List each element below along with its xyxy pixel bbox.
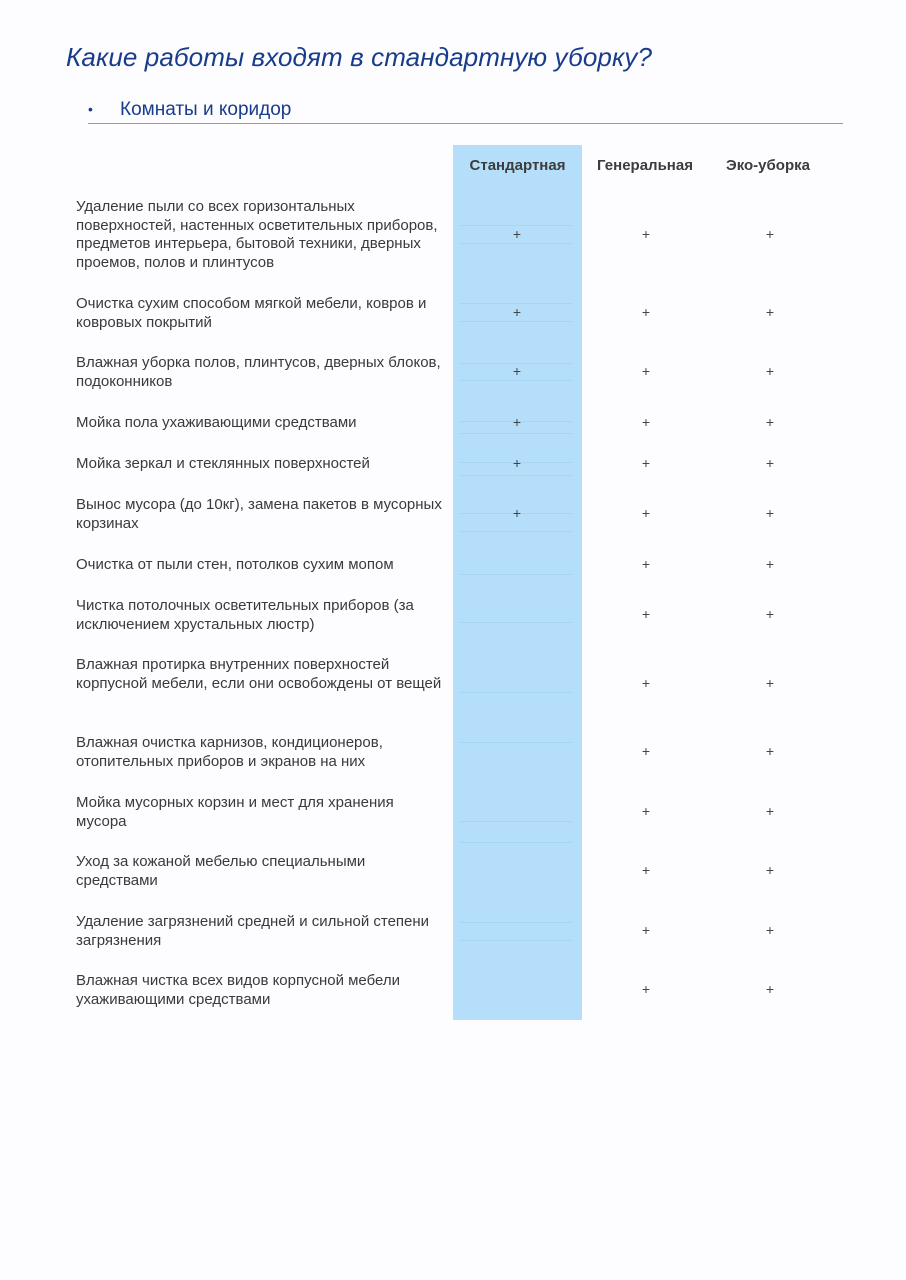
included-mark: + xyxy=(765,606,775,622)
included-mark: + xyxy=(765,862,775,878)
included-mark: + xyxy=(765,505,775,521)
row-separator xyxy=(460,622,572,623)
row-separator xyxy=(460,243,572,244)
included-mark: + xyxy=(765,556,775,572)
column-header-eco: Эко-уборка xyxy=(726,157,810,174)
included-mark: + xyxy=(641,363,651,379)
row-separator xyxy=(460,475,572,476)
page-title: Какие работы входят в стандартную уборку? xyxy=(66,42,653,72)
included-mark: + xyxy=(512,363,522,379)
row-separator xyxy=(460,574,572,575)
included-mark: + xyxy=(641,922,651,938)
row-separator xyxy=(460,940,572,941)
section-heading xyxy=(88,98,843,124)
included-mark: + xyxy=(765,304,775,320)
included-mark: + xyxy=(512,505,522,521)
column-header-standard: Стандартная xyxy=(469,157,566,174)
task-label: Удаление загрязнений средней и сильной степени загрязнения xyxy=(76,913,430,949)
row-separator xyxy=(460,433,572,434)
row-separator xyxy=(460,380,572,381)
task-label: Влажная уборка полов, плинтусов, дверных блоков, подоконников xyxy=(76,354,441,390)
task-label: Очистка сухим способом мягкой мебели, ковров и ковровых покрытий xyxy=(76,295,427,331)
task-label: Чистка потолочных осветительных приборов (за исключением хрустальных люстр) xyxy=(76,597,414,633)
included-mark: + xyxy=(641,455,651,471)
included-mark: + xyxy=(641,743,651,759)
included-mark: + xyxy=(512,455,522,471)
included-mark: + xyxy=(765,455,775,471)
included-mark: + xyxy=(765,803,775,819)
included-mark: + xyxy=(641,505,651,521)
task-label: Влажная очистка карнизов, кондиционеров, отопительных приборов и экранов на них xyxy=(76,734,383,770)
row-separator xyxy=(460,821,572,822)
included-mark: + xyxy=(765,363,775,379)
included-mark: + xyxy=(765,675,775,691)
included-mark: + xyxy=(512,304,522,320)
included-mark: + xyxy=(765,226,775,242)
included-mark: + xyxy=(641,304,651,320)
included-mark: + xyxy=(765,981,775,997)
included-mark: + xyxy=(641,675,651,691)
task-label: Влажная протирка внутренних поверхностей корпусной мебели, если они освобождены от вещей xyxy=(76,656,442,692)
included-mark: + xyxy=(765,414,775,430)
task-label: Мойка пола ухаживающими средствами xyxy=(76,414,357,431)
row-separator xyxy=(460,842,572,843)
task-label: Вынос мусора (до 10кг), замена пакетов в мусорных корзинах xyxy=(76,496,442,532)
task-label: Уход за кожаной мебелью специальными средствами xyxy=(76,853,366,889)
row-separator xyxy=(460,742,572,743)
included-mark: + xyxy=(641,862,651,878)
task-label: Мойка зеркал и стеклянных поверхностей xyxy=(76,455,370,472)
included-mark: + xyxy=(641,556,651,572)
task-label: Очистка от пыли стен, потолков сухим мопом xyxy=(76,556,394,573)
task-label: Влажная чистка всех видов корпусной мебели ухаживающими средствами xyxy=(76,972,401,1008)
included-mark: + xyxy=(512,226,522,242)
included-mark: + xyxy=(512,414,522,430)
included-mark: + xyxy=(641,606,651,622)
included-mark: + xyxy=(765,743,775,759)
row-separator xyxy=(460,531,572,532)
bullet-icon: • xyxy=(88,101,93,117)
included-mark: + xyxy=(765,922,775,938)
included-mark: + xyxy=(641,414,651,430)
row-separator xyxy=(460,922,572,923)
task-label: Удаление пыли со всех горизонтальных поверхностей, настенных осветительных приборов, предметов интерьера, бытовой техники, дверных проемов, полов и плинтусов xyxy=(76,198,438,271)
row-separator xyxy=(460,692,572,693)
row-separator xyxy=(460,321,572,322)
standard-column-highlight xyxy=(453,145,582,1020)
task-label: Мойка мусорных корзин и мест для хранения мусора xyxy=(76,794,394,830)
section-label: Комнаты и коридор xyxy=(120,99,292,120)
included-mark: + xyxy=(641,981,651,997)
included-mark: + xyxy=(641,226,651,242)
included-mark: + xyxy=(641,803,651,819)
column-header-general: Генеральная xyxy=(597,157,693,174)
